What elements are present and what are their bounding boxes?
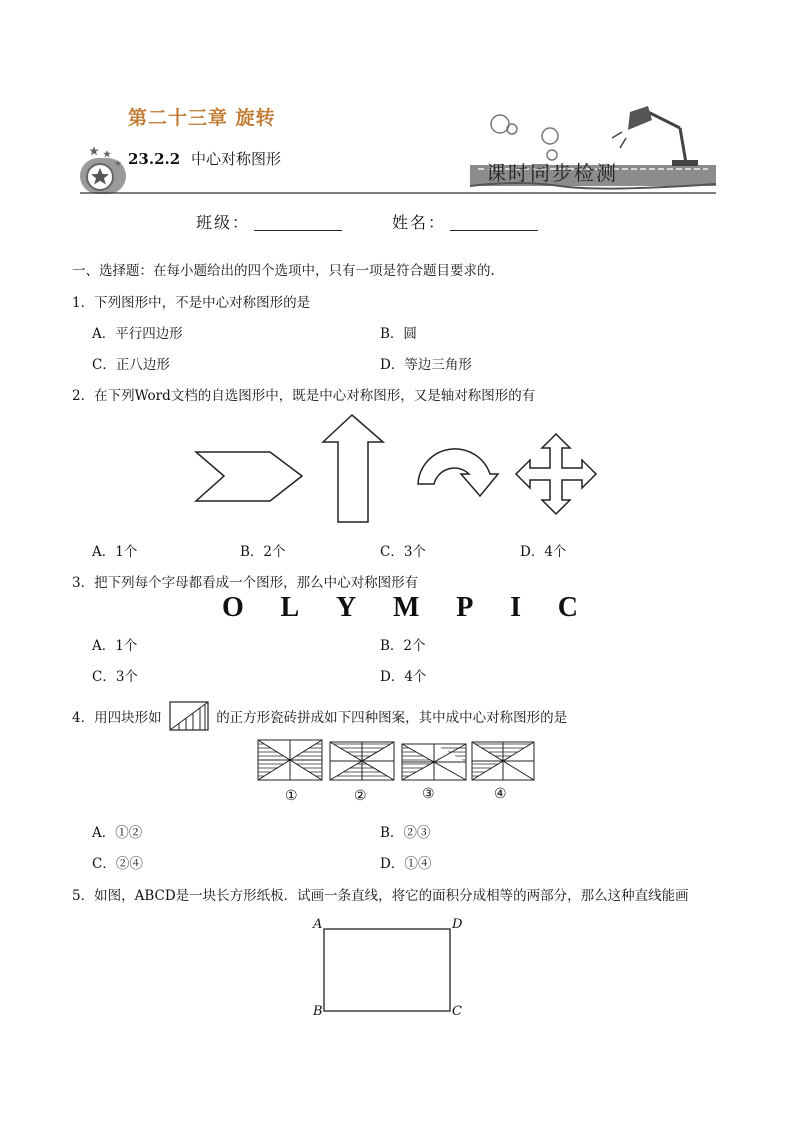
vertex-a: A	[313, 917, 323, 932]
q3-option-b[interactable]: B．2个	[380, 638, 426, 654]
vertex-c: C	[452, 1004, 462, 1019]
question-1-stem: 1．下列图形中，不是中心对称图形的是	[72, 295, 311, 311]
q4-stem-before: 4．用四块形如	[72, 710, 162, 726]
four-way-arrow-shape	[516, 434, 596, 514]
up-arrow-shape	[323, 415, 383, 522]
class-label: 班级：	[196, 213, 251, 232]
q2-option-d[interactable]: D．4个	[520, 544, 567, 560]
olympic-letters	[222, 592, 578, 624]
letter-p: P	[456, 592, 474, 623]
q1-option-b[interactable]: B．圆	[380, 326, 417, 342]
banner-title: 课时同步检测	[486, 161, 618, 185]
pattern-label-2: ②	[354, 788, 367, 804]
letter-o: O	[222, 592, 244, 623]
letter-i: I	[510, 592, 521, 623]
question-4-stem	[72, 701, 567, 731]
letter-l: L	[280, 592, 300, 623]
section-title	[128, 148, 281, 169]
vertex-b: B	[313, 1004, 323, 1019]
section-name: 中心对称图形	[190, 150, 281, 168]
star-badge-icon	[80, 146, 126, 194]
q4-stem-after: 的正方形瓷砖拼成如下四种图案，其中成中心对称图形的是	[216, 710, 568, 726]
pattern-label-3: ③	[422, 786, 435, 802]
q3-option-d[interactable]: D．4个	[380, 669, 427, 685]
section-heading: 一、选择题：在每小题给出的四个选项中，只有一项是符合题目要求的.	[72, 263, 495, 279]
pattern-2	[330, 742, 394, 780]
curved-arrow-shape	[418, 449, 498, 496]
pattern-4	[472, 742, 534, 780]
q3-option-a[interactable]: A．1个	[92, 638, 138, 654]
class-field	[196, 210, 342, 233]
name-blank[interactable]	[450, 214, 538, 231]
section-number: 23.2.2	[128, 150, 181, 168]
q2-option-c[interactable]: C．3个	[380, 544, 426, 560]
letter-c: C	[557, 592, 578, 623]
bubbles-decoration	[491, 115, 558, 160]
question-5-stem: 5．如图，ABCD是一块长方形纸板．试画一条直线，将它的面积分成相等的两部分，那么这种直线能画	[72, 888, 689, 904]
letter-y: Y	[336, 592, 357, 623]
pattern-1	[258, 740, 322, 780]
pattern-label-4: ④	[494, 786, 507, 802]
q4-option-c[interactable]: C．②④	[92, 856, 143, 872]
tile-icon	[169, 701, 209, 731]
q1-option-d[interactable]: D．等边三角形	[380, 357, 472, 373]
name-field	[392, 210, 538, 233]
pattern-label-1: ①	[285, 788, 298, 804]
q4-option-b[interactable]: B．②③	[380, 825, 431, 841]
q1-option-c[interactable]: C．正八边形	[92, 357, 170, 373]
pattern-3	[402, 744, 466, 780]
letter-m: M	[393, 592, 420, 623]
class-blank[interactable]	[254, 214, 342, 231]
q2-shapes-figure	[190, 412, 610, 528]
header-decoration	[0, 0, 794, 200]
q4-option-a[interactable]: A．①②	[92, 825, 143, 841]
q4-option-d[interactable]: D．①④	[380, 856, 432, 872]
q2-option-b[interactable]: B．2个	[240, 544, 286, 560]
q4-patterns-figure	[256, 738, 536, 786]
q2-option-a[interactable]: A．1个	[92, 544, 138, 560]
name-label: 姓名：	[392, 213, 447, 232]
q5-rectangle-figure	[310, 915, 470, 1025]
q1-option-a[interactable]: A．平行四边形	[92, 326, 183, 342]
chapter-title: 第二十三章 旋转	[128, 107, 276, 129]
question-3-stem: 3．把下列每个字母都看成一个图形，那么中心对称图形有	[72, 575, 419, 591]
chevron-shape	[196, 452, 302, 501]
vertex-d: D	[452, 917, 463, 932]
question-2-stem: 2．在下列Word文档的自选图形中，既是中心对称图形，又是轴对称图形的有	[72, 388, 536, 404]
q3-option-c[interactable]: C．3个	[92, 669, 138, 685]
desk-lamp-icon	[612, 106, 698, 166]
